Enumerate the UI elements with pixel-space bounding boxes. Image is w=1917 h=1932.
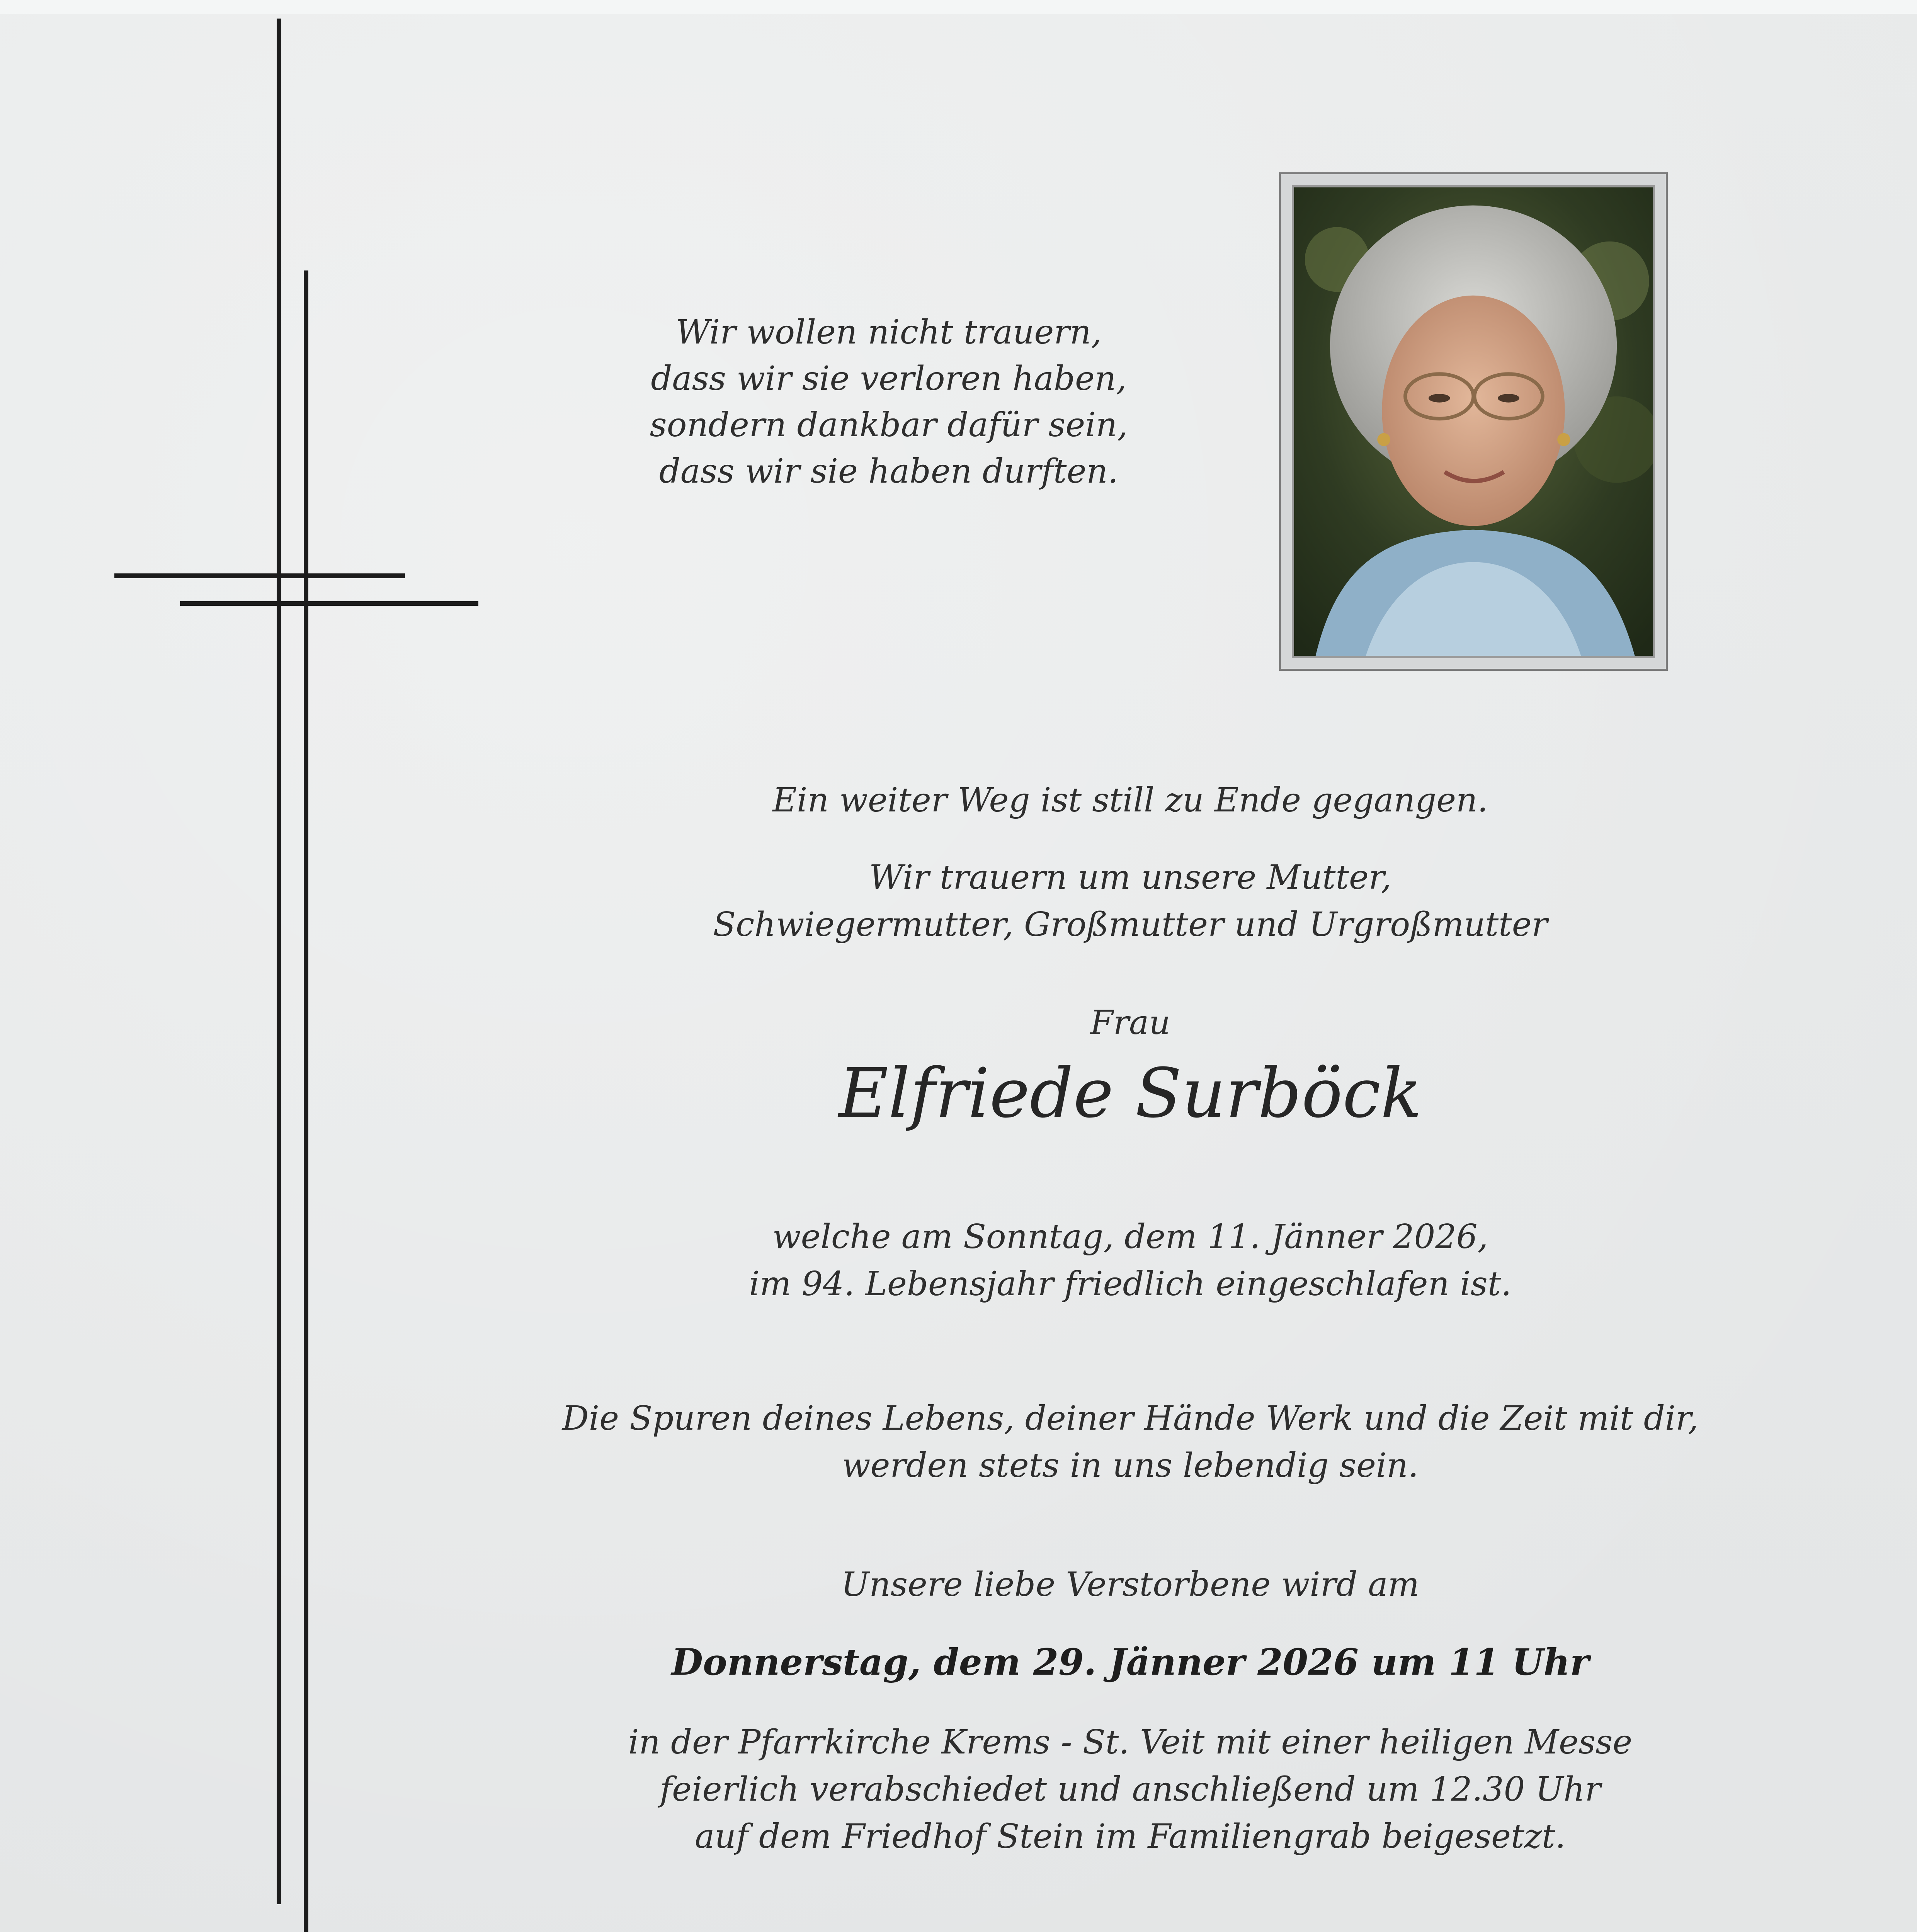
mourning-text: Wir trauern um unsere Mutter, Schwiegermutter, Großmutter und Urgroßmutter bbox=[713, 858, 1548, 944]
cross-vertical-right bbox=[304, 270, 308, 1932]
quote: Die Spuren deines Lebens, deiner Hände Werk und die Zeit mit dir, werden stets in uns lebendig sein. bbox=[562, 1399, 1699, 1485]
funeral-details: in der Pfarrkirche Krems - St. Veit mit einer heiligen Messe feierlich verabschiedet und anschließend um 12.30 Uhr auf dem Friedhof Stein im Familiengrab beigesetzt. bbox=[628, 1723, 1633, 1856]
scan-edge bbox=[0, 0, 1917, 14]
funeral-date: Donnerstag, dem 29. Jänner 2026 um 11 Uhr bbox=[671, 1641, 1589, 1684]
funeral-intro: Unsere liebe Verstorbene wird am bbox=[841, 1565, 1420, 1604]
portrait-photo bbox=[1292, 185, 1655, 658]
poem-line: dass wir sie verloren haben, bbox=[651, 359, 1127, 398]
portrait-photo-frame bbox=[1279, 172, 1668, 671]
cross-horizontal-lower bbox=[180, 601, 478, 606]
poem bbox=[541, 309, 1237, 495]
intro-text: Ein weiter Weg ist still zu Ende gegangen. bbox=[772, 781, 1488, 820]
death-info: welche am Sonntag, dem 11. Jänner 2026, im 94. Lebensjahr friedlich eingeschlafen ist. bbox=[749, 1218, 1512, 1303]
salutation: Frau bbox=[1090, 1003, 1170, 1042]
cross-vertical-left bbox=[277, 19, 281, 1904]
poem-line: dass wir sie haben durften. bbox=[659, 452, 1119, 491]
cross-horizontal-upper bbox=[114, 573, 405, 578]
poem-line: sondern dankbar dafür sein, bbox=[650, 406, 1128, 444]
deceased-name: Elfriede Surböck bbox=[839, 1054, 1422, 1133]
portrait-image bbox=[1294, 187, 1653, 656]
poem-line: Wir wollen nicht trauern, bbox=[675, 313, 1102, 352]
